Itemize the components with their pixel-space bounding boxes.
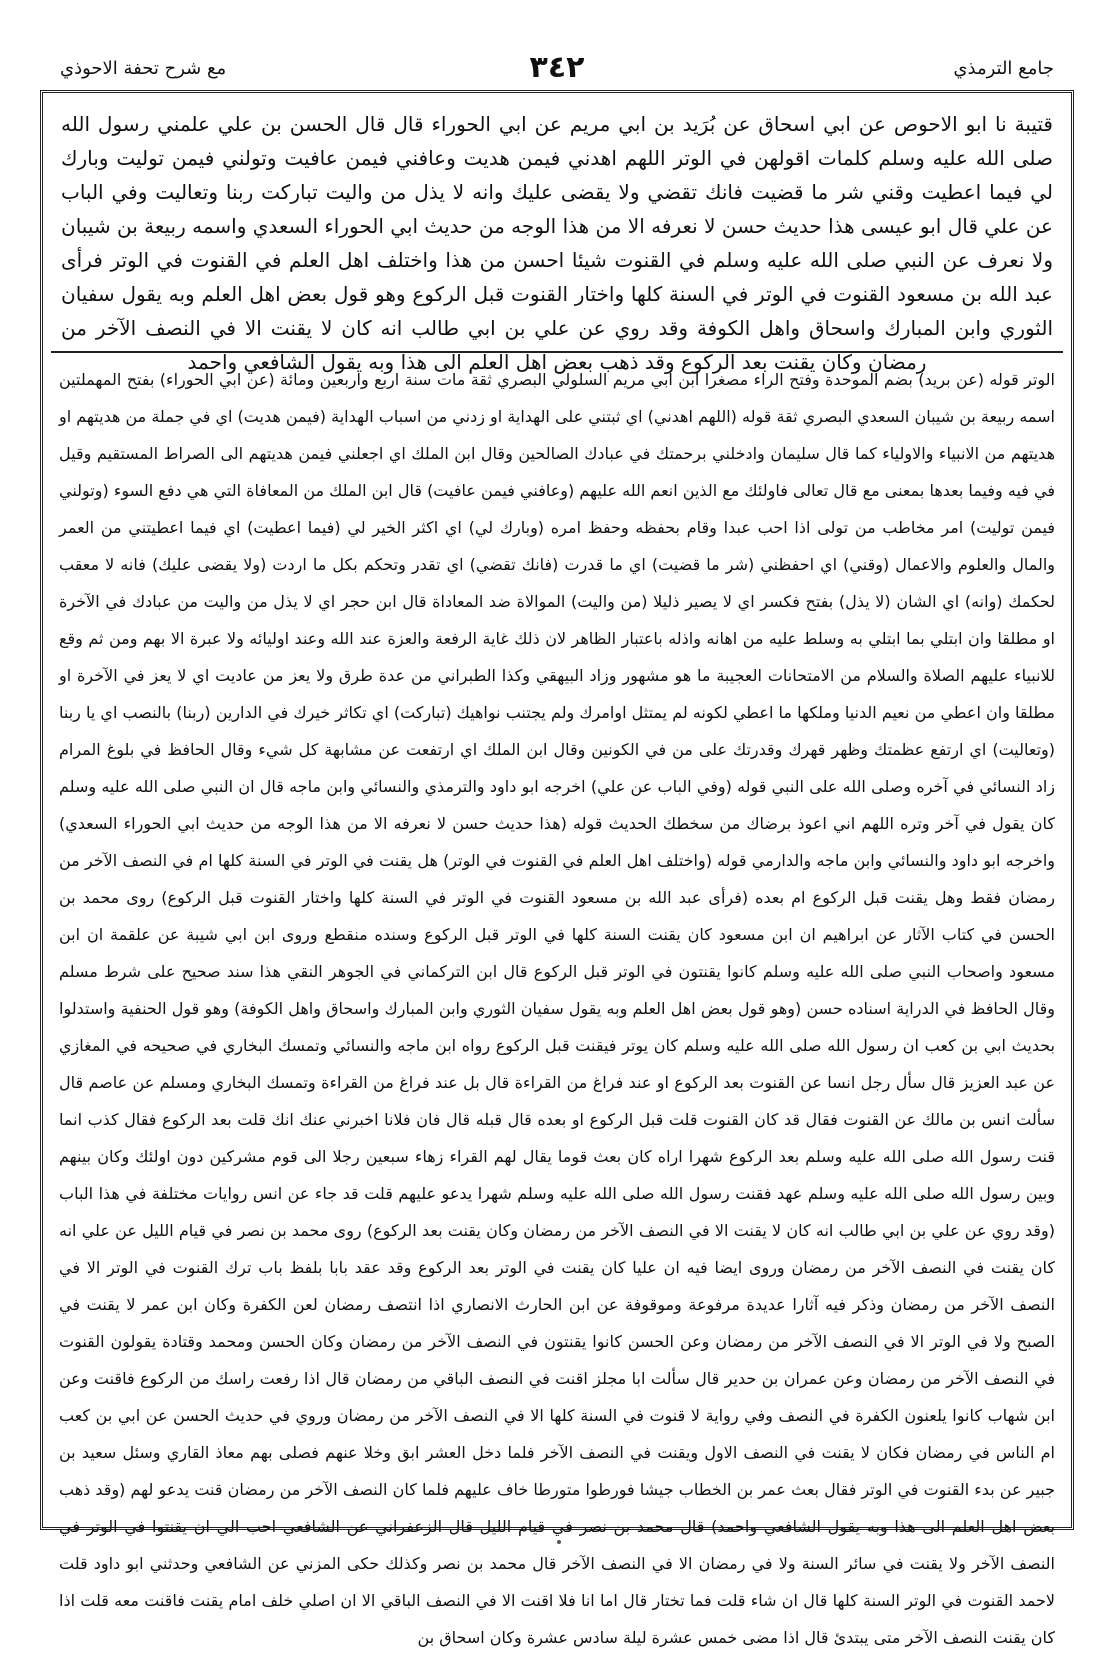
running-head — [60, 50, 1054, 88]
commentary-title: مع شرح تحفة الاحوذي — [60, 58, 227, 79]
commentary-paragraph: الوتر قوله (عن بريد) بضم الموحدة وفتح الراء مصغرا ابن ابي مريم السلولي البصري ثقة مات سنة اربع واربعين ومائة (عن ابي الحوراء) بفتح المهملتين اسمه ربيعة بن شيبان السعدي البصري ثقة قوله (اللهم اهدني) اي ثبتني على الهداية او زدني من اسباب الهداية (فيمن هديت) اي في جملة من هديتهم او هديتهم من الانبياء والاولياء كما قال سليمان وادخلني برحمتك في عبادك الصالحين وقال ابن الملك اي اجعلني فيمن هديتهم الى الصراط المستقيم وقيل في فيه وفيما بعدها بمعنى مع قال تعالى فاولئك مع الذين انعم الله عليهم (وعافني فيمن عافيت) قال ابن الملك من المعافاة التي هي دفع السوء (وتولني فيمن توليت) امر مخاطب من تولى اذا احب عبدا وقام بحفظه وحفظ امره (وبارك لي) اي اكثر الخير لي (فيما اعطيت) اي فيما اعطيتني من العمر والمال والعلوم والاعمال (وقني) اي احفظني (شر ما قضيت) اي ما قدرت (فانك تقضي) اي تقدر وتحكم بكل ما اردت (ولا يقضى عليك) فانه لا معقب لحكمك (وانه) اي الشان (لا يذل) بفتح فكسر اي لا يصير ذليلا (من واليت) الموالاة ضد المعاداة قال ابن حجر اي لا يذل من واليت من عبادك في الآخرة او مطلقا وان ابتلي بما ابتلي به وسلط عليه من اهانه واذله باعتبار الظاهر لان ذلك غاية الرفعة والعزة عند الله وعند اوليائه ولا عبرة الا بهم ومن ثم وقع للانبياء عليهم الصلاة والسلام من الامتحانات العجيبة ما هو مشهور وزاد البيهقي وكذا الطبراني من عدة طرق ولا يعز من عاديت اي لا يعز في الآخرة او مطلقا وان اعطي من نعيم الدنيا وملكها ما اعطي لكونه لم يمتثل اوامرك ولم يجتنب نواهيك (تباركت) اي تكاثر خيرك في الدارين (ربنا) بالنصب اي يا ربنا (وتعاليت) اي ارتفع عظمتك وظهر قهرك وقدرتك على من في الكونين وقال ابن الملك اي ارتفعت عن مشابهة كل شيء وقال الحافظ في بلوغ المرام زاد النسائي في آخره وصلى الله على النبي قوله (وفي الباب عن علي) اخرجه ابو داود والترمذي والنسائي وابن ماجه قال ان النبي صلى الله عليه وسلم كان يقول في آخر وتره اللهم اني اعوذ برضاك من سخطك الحديث قوله (هذا حديث حسن لا نعرفه الا من هذا الوجه من حديث ابي الحوراء السعدي) واخرجه ابو داود والنسائي وابن ماجه والدارمي قوله (واختلف اهل العلم في القنوت في الوتر) هل يقنت في الوتر في السنة كلها ام في النصف الآخر من رمضان فقط وهل يقنت قبل الركوع ام بعده (فرأى عبد الله بن مسعود القنوت في الوتر في السنة كلها واختار القنوت قبل الركوع) روى محمد بن الحسن في كتاب الآثار عن ابراهيم ان ابن مسعود كان يقنت السنة كلها في الوتر قبل الركوع وسنده منقطع وروى ابن ابي شيبة عن علقمة ان ابن مسعود واصحاب النبي صلى الله عليه وسلم كانوا يقنتون في الوتر قبل الركوع قال ابن التركماني في الجوهر النقي هذا سند صحيح على شرط مسلم وقال الحافظ في الدراية اسناده حسن (وهو قول بعض اهل العلم وبه يقول سفيان الثوري وابن المبارك واسحاق واهل الكوفة) وهو قول الحنفية واستدلوا بحديث ابي بن كعب ان رسول الله صلى الله عليه وسلم كان يوتر فيقنت قبل الركوع رواه ابن ماجه والنسائي وتمسك البخاري في صحيحه في المغازي عن عبد العزيز قال سأل رجل انسا عن القنوت بعد الركوع او عند فراغ من القراءة قال بل عند فراغ من القراءة وتمسك البخاري ومسلم عن عاصم قال سألت انس بن مالك عن القنوت فقال قد كان القنوت قلت قبل الركوع او بعده قال قبله قال فان فلانا اخبرني عنك انك قلت بعد الركوع فقال كذب انما قنت رسول الله صلى الله عليه وسلم بعد الركوع شهرا اراه كان بعث قوما يقال لهم القراء زهاء سبعين رجلا الى قوم مشركين دون اولئك وكان بينهم وبين رسول الله صلى الله عليه وسلم عهد فقنت رسول الله صلى الله عليه وسلم شهرا يدعو عليهم قلت قد جاء عن انس روايات مختلفة في هذا الباب (وقد روي عن علي بن ابي طالب انه كان لا يقنت الا في النصف الآخر من رمضان وكان يقنت بعد الركوع) روى محمد بن نصر في قيام الليل عن علي انه كان يقنت في النصف الآخر من رمضان وروى ايضا فيه ان عليا كان يقنت في الوتر بعد الركوع وقد عقد بابا بلفظ باب ترك القنوت في الوتر الا في النصف الآخر من رمضان وذكر فيه آثارا عديدة مرفوعة وموقوفة عن ابن الحارث الانصاري اذا انتصف رمضان لعن الكفرة وكان ابن عمر لا يقنت في الصبح ولا في الوتر الا في النصف الآخر من رمضان وعن الحسن كانوا يقنتون في النصف الآخر من رمضان وكان الحسن ومحمد وقتادة يقولون القنوت في النصف الآخر من رمضان وعن عمران بن حدير قال سألت ابا مجلز اقنت في النصف الباقي من رمضان قال اذا رفعت راسك من الركوع فاقنت وعن ابن شهاب كانوا يلعنون الكفرة في النصف وفي رواية لا قنوت في السنة كلها الا في النصف الآخر من رمضان وروي في حديث الحسن عن ابي بن كعب ام الناس في رمضان فكان لا يقنت في النصف الاول ويقنت في النصف الآخر فلما دخل العشر ابق وخلا عنهم فصلى بهم معاذ القاري وسئل سعيد بن جبير عن بدء القنوت في الوتر فقال بعث عمر بن الخطاب جيشا فورطوا متورطا خاف عليهم فلما كان النصف الآخر من رمضان قنت يدعو لهم (وقد ذهب بعض اهل العلم الى هذا وبه يقول الشافعي واحمد) قال محمد بن نصر في قيام الليل قال الزعفراني عن الشافعي احب الي ان يقنتوا في الوتر في النصف الآخر ولا يقنت في سائر السنة ولا في رمضان الا في النصف الآخر قال محمد بن نصر وكذلك حكى المزني عن الشافعي وحدثني ابو داود قلت لاحمد القنوت في الوتر السنة كلها قال ان شاء قلت فما تختار قال اما انا فلا اقنت الا في النصف الباقي الا ان اصلي خلف امام يقنت فاقنت معه قلت اذا كان يقنت النصف الآخر متى يبتدئ قال اذا مضى خمس عشرة ليلة سادس عشرة وكان اسحاق بن — [59, 370, 1055, 1647]
page-number: ٣٤٢ — [529, 50, 585, 85]
book-title: جامع الترمذي — [953, 58, 1054, 79]
hadith-text: قتيبة نا ابو الاحوص عن ابي اسحاق عن بُرَيد بن ابي مريم عن ابي الحوراء قال قال الحسن بن علي علمني رسول الله صلى الله عليه وسلم كلمات اقولهن في الوتر اللهم اهدني فيمن هديت وعافني فيمن عافيت وتولني فيمن توليت وبارك لي فيما اعطيت وقني شر ما قضيت فانك تقضي ولا يقضى عليك وانه لا يذل من واليت تباركت ربنا وتعاليت وفي الباب عن علي قال ابو عيسى هذا حديث حسن لا نعرفه الا من هذا الوجه من حديث ابي الحوراء السعدي واسمه ربيعة بن شيبان ولا نعرف عن النبي صلى الله عليه وسلم في القنوت شيئا احسن من هذا واختلف اهل العلم في القنوت في الوتر فرأى عبد الله بن مسعود القنوت في الوتر في السنة كلها واختار القنوت قبل الركوع وهو قول بعض اهل العلم وبه يقول سفيان الثوري وابن المبارك واسحاق واهل الكوفة وقد روي عن علي بن ابي طالب انه كان لا يقنت الا في النصف الآخر من رمضان وكان يقنت بعد الركوع وقد ذهب بعض اهل العلم الى هذا وبه يقول الشافعي واحمد — [51, 101, 1063, 353]
footer-mark — [557, 1540, 561, 1544]
commentary-text — [51, 361, 1063, 1647]
page-frame — [40, 90, 1074, 1647]
